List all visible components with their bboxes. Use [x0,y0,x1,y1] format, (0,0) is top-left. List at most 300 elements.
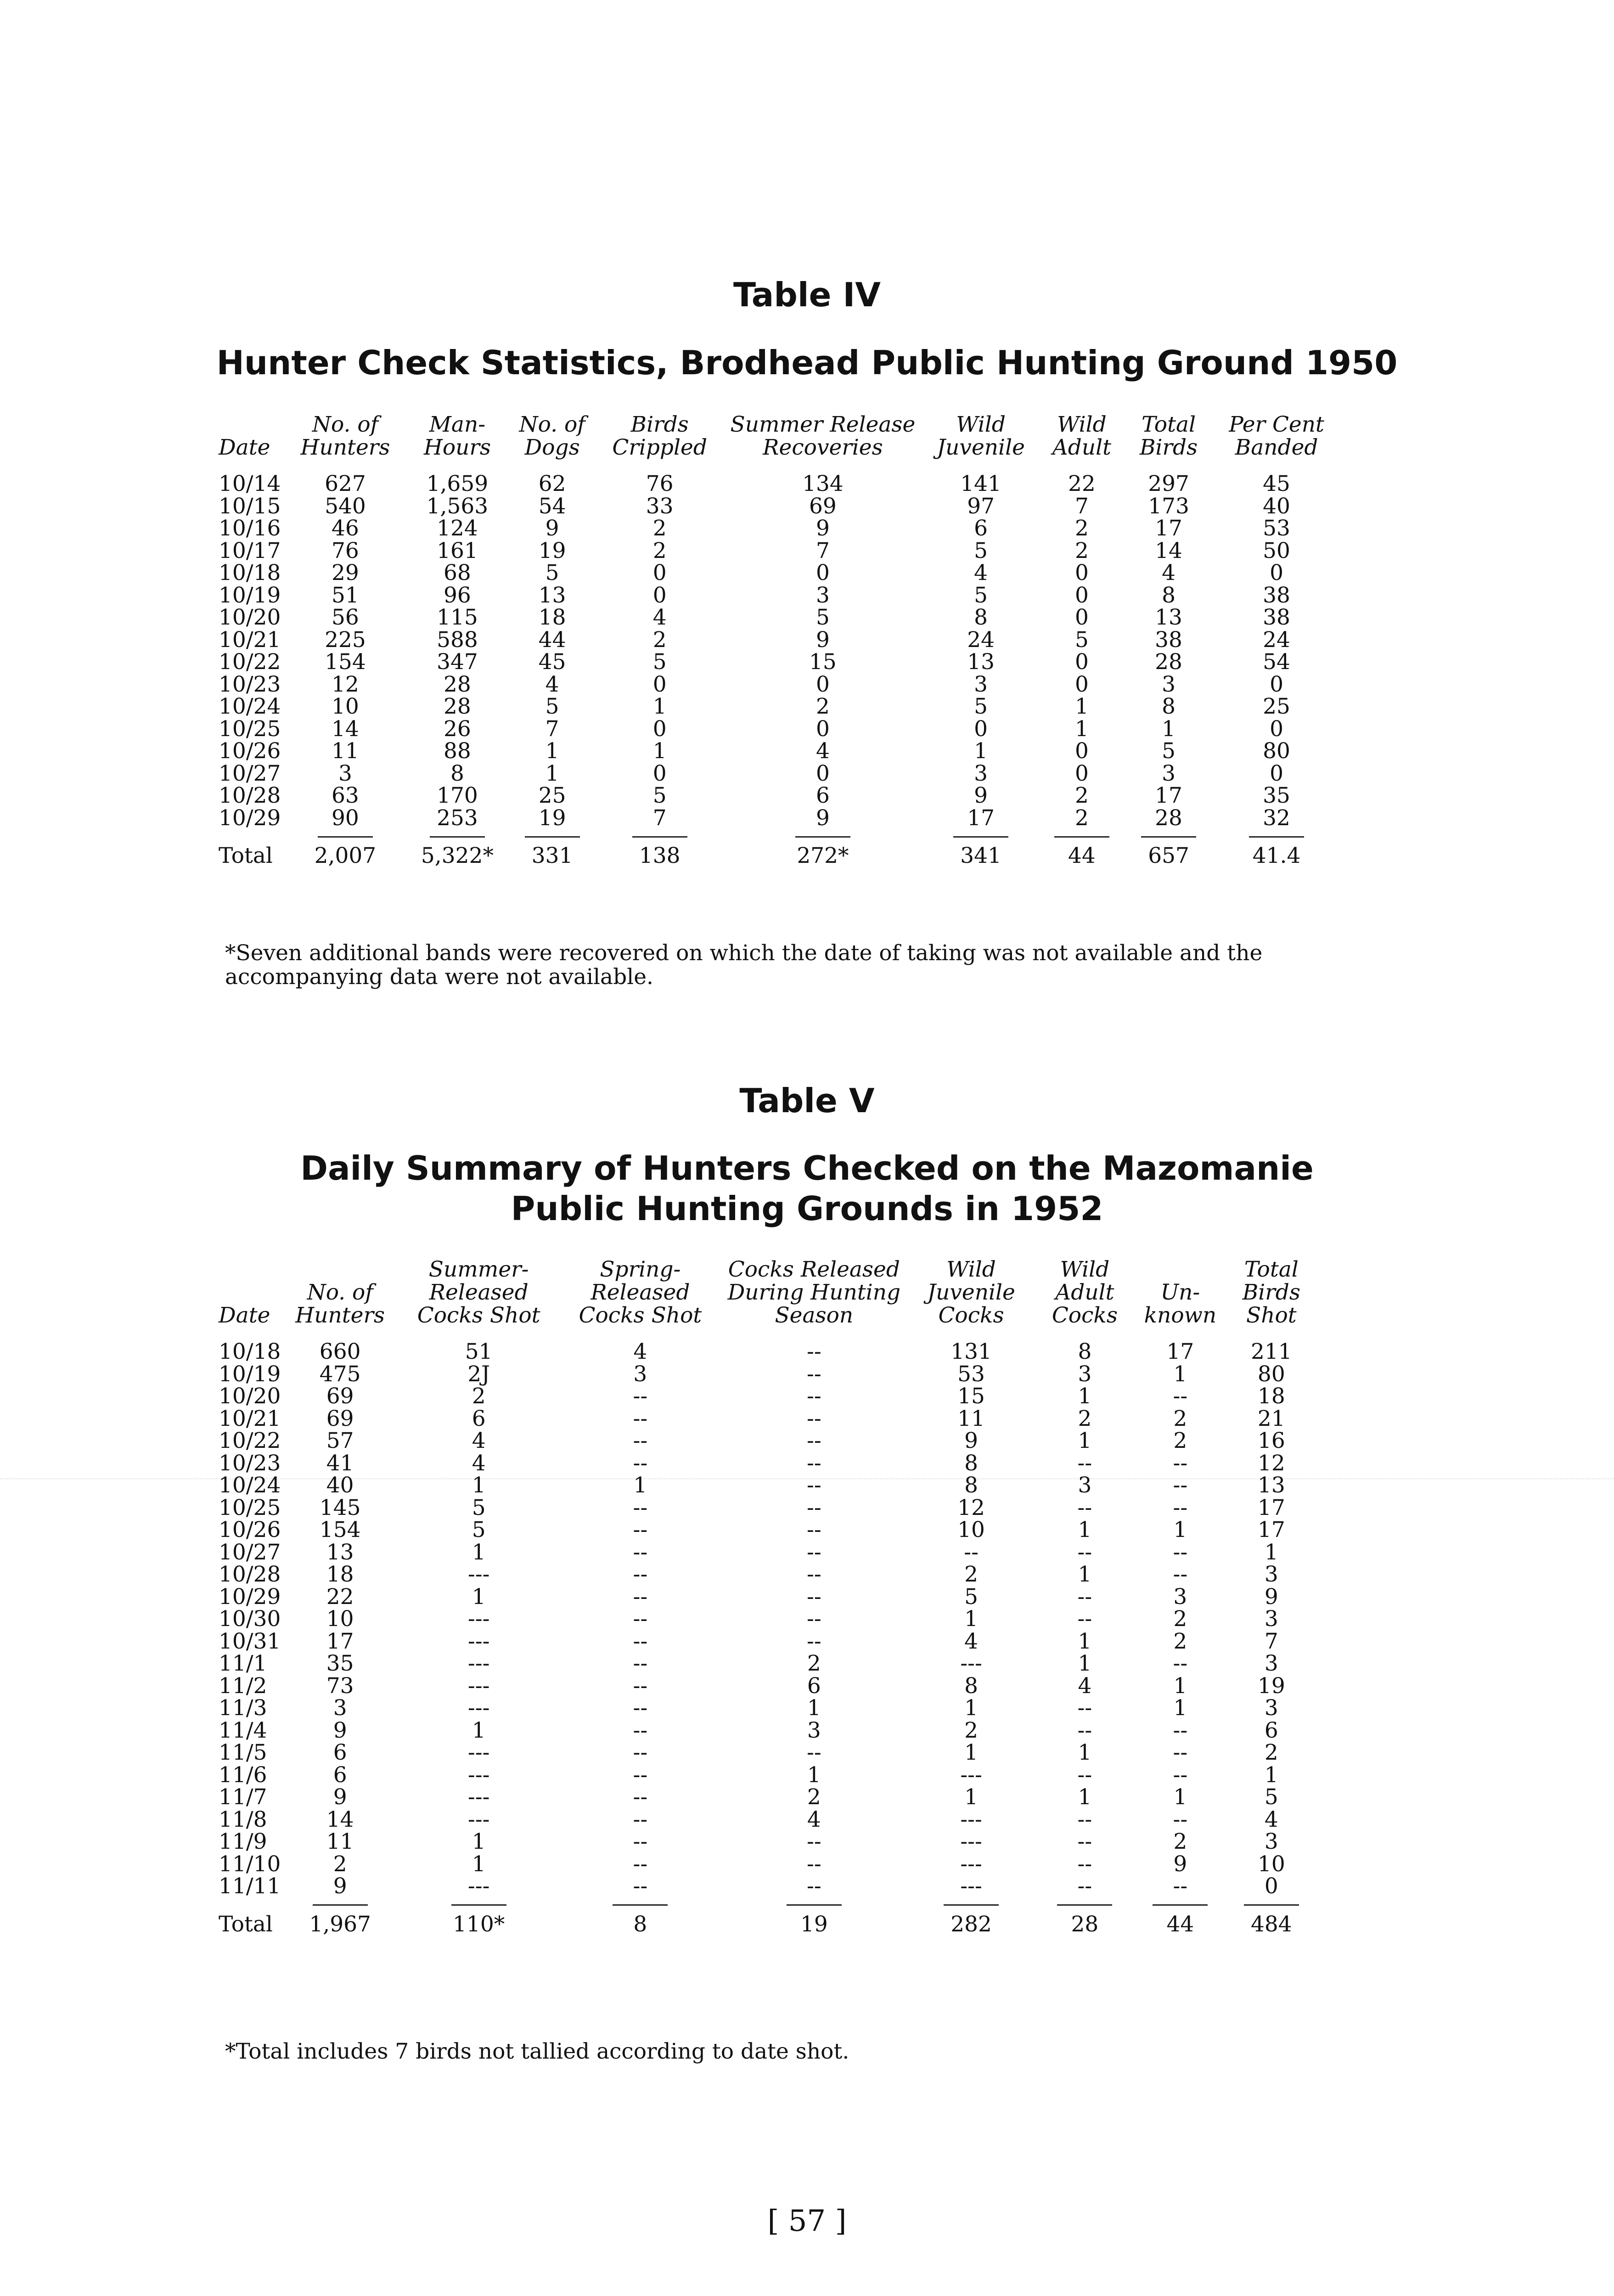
table-cell: 17 [1257,1517,1285,1542]
table-cell: 3 [338,760,352,786]
table-row [216,740,1341,763]
table-row [216,1497,1318,1519]
table-cell: 56 [332,605,359,630]
table-cell: 2 [1173,1606,1187,1632]
table-cell: 10 [957,1517,985,1542]
row-date: 10/29 [219,1584,281,1609]
table-cell: 1 [652,694,667,719]
table-cell: -- [633,1651,648,1676]
row-date: 10/27 [219,760,281,786]
table-cell: 1 [472,1539,486,1565]
table-cell: 9 [974,783,988,808]
row-date: 10/17 [219,538,281,563]
table-cell: -- [633,1428,648,1453]
table-cell: 1 [1074,694,1089,719]
table-cell: 6 [815,783,830,808]
row-date: 10/20 [219,605,281,630]
table-cell: 35 [326,1651,354,1676]
header-wild-juvenile: Wild Juvenile Cocks [927,1257,1015,1328]
total-cell: 28 [1071,1911,1099,1937]
table-row [216,696,1341,718]
table-cell: 9 [333,1717,347,1743]
rule-line [1249,836,1304,838]
table-cell: -- [806,1339,821,1364]
table-v-title: Table V [739,1081,875,1120]
row-date: 11/5 [219,1740,267,1765]
row-date: 10/24 [219,694,281,719]
table-cell: 5 [652,649,667,675]
table-cell: 154 [325,649,366,675]
table-v-header-row [216,1258,1318,1341]
table-cell: 1 [1173,1361,1187,1387]
row-date: 10/18 [219,560,281,585]
table-cell: 40 [1263,493,1290,519]
table-cell: 5 [472,1517,486,1542]
table-cell: 2 [472,1384,486,1409]
rule-line [1054,836,1109,838]
table-cell: 5 [545,560,559,585]
table-row [216,518,1341,540]
table-row [216,1786,1318,1809]
header-cocks-released-during: Cocks Released During Hunting Season [727,1257,901,1328]
table-cell: 4 [633,1339,647,1364]
table-iv-footnote: *Seven additional bands were recovered on which the date of taking was not available and the accompanying data were not available. [225,940,1263,990]
table-cell: 5 [545,694,559,719]
row-date: 10/29 [219,805,281,831]
table-cell: --- [467,1784,490,1810]
table-row [216,763,1341,785]
header-total-birds-shot: Total Birds Shot [1242,1257,1300,1328]
row-date: 11/10 [219,1851,281,1877]
table-cell: -- [633,1829,648,1854]
table-cell: 9 [815,627,830,653]
table-cell: 17 [1155,783,1182,808]
table-cell: 3 [1162,760,1176,786]
table-cell: 0 [652,716,667,742]
table-cell: 2 [1173,1406,1187,1431]
table-cell: 45 [1263,471,1290,496]
table-cell: --- [960,1874,982,1899]
table-v [216,1258,1318,1936]
row-date: 10/25 [219,1495,281,1520]
table-cell: 19 [538,805,566,831]
table-cell: 1 [1078,1428,1092,1453]
table-row [216,1363,1318,1386]
header-man-hours: Man- Hours [423,412,491,460]
table-cell: 57 [326,1428,354,1453]
table-cell: 7 [545,716,559,742]
table-cell: 1 [1173,1517,1187,1542]
total-rule [216,1898,1318,1910]
table-cell: 154 [319,1517,361,1542]
table-cell: 17 [1257,1495,1285,1520]
table-cell: 1 [1173,1784,1187,1810]
row-date: 10/23 [219,671,281,697]
table-row [216,1675,1318,1698]
table-cell: -- [633,1495,648,1520]
table-cell: 68 [444,560,471,585]
table-cell: -- [1077,1717,1092,1743]
header-date: Date [219,1303,270,1328]
rule-line [1141,836,1196,838]
table-cell: --- [467,1673,490,1699]
row-date: 10/28 [219,783,281,808]
total-cell: 2,007 [314,843,377,868]
total-cell: 484 [1250,1911,1292,1937]
table-v-subtitle-line1: Daily Summary of Hunters Checked on the Mazomanie [300,1149,1314,1187]
table-cell: --- [467,1806,490,1832]
table-cell: 1 [472,1851,486,1877]
table-cell: -- [806,1562,821,1587]
table-cell: 22 [1068,471,1096,496]
table-cell: 51 [465,1339,493,1364]
table-cell: 2 [807,1651,821,1676]
table-cell: 21 [1257,1406,1285,1431]
total-cell: 282 [950,1911,992,1937]
table-row [216,1408,1318,1430]
table-cell: 0 [815,671,830,697]
header-hunters: No. of Hunters [300,412,390,460]
table-cell: 7 [652,805,667,831]
table-cell: 0 [652,671,667,697]
table-row [216,540,1341,563]
table-cell: 0 [815,560,830,585]
table-cell: 134 [802,471,844,496]
rule-line [613,1904,668,1906]
table-cell: 12 [957,1495,985,1520]
table-cell: -- [1077,1762,1092,1788]
table-cell: 2 [652,538,667,563]
row-date: 10/23 [219,1450,281,1476]
table-cell: 1 [1078,1384,1092,1409]
table-cell: 38 [1263,605,1290,630]
table-cell: 11 [332,738,359,764]
total-cell: 44 [1068,843,1096,868]
row-date: 11/3 [219,1695,267,1721]
table-cell: 2 [1264,1740,1278,1765]
table-cell: 6 [1264,1717,1278,1743]
table-cell: --- [960,1851,982,1877]
table-cell: -- [633,1851,648,1877]
table-cell: 2 [807,1784,821,1810]
table-cell: 17 [1166,1339,1194,1364]
table-row [216,1653,1318,1675]
table-cell: 1 [964,1695,979,1721]
table-cell: 3 [807,1717,821,1743]
header-summer-release: Summer Release Recoveries [730,412,916,460]
rule-line [1057,1904,1112,1906]
table-cell: 0 [1074,760,1089,786]
table-cell: -- [1077,1874,1092,1899]
table-cell: -- [806,1740,821,1765]
table-cell: 15 [809,649,837,675]
table-cell: 3 [1264,1695,1278,1721]
table-cell: 25 [538,783,566,808]
table-cell: 2 [1074,516,1089,541]
table-cell: 1 [1173,1673,1187,1699]
table-cell: 5 [815,605,830,630]
row-date: 10/19 [219,1361,281,1387]
table-cell: 3 [333,1695,347,1721]
total-cell: 1,967 [309,1911,371,1937]
header-total-birds: Total Birds [1139,412,1198,460]
table-cell: 62 [538,471,566,496]
total-cell: 331 [531,843,573,868]
table-cell: 1 [1162,716,1176,742]
table-cell: 25 [1263,694,1290,719]
table-cell: 0 [1074,605,1089,630]
table-cell: 13 [967,649,995,675]
table-cell: 131 [950,1339,992,1364]
table-cell: 73 [326,1673,354,1699]
table-cell: 588 [437,627,478,653]
table-cell: -- [633,1717,648,1743]
table-row [216,585,1341,607]
table-row [216,1742,1318,1764]
table-cell: 0 [974,716,988,742]
table-cell: -- [806,1628,821,1654]
row-date: 10/27 [219,1539,281,1565]
table-cell: 5 [964,1584,979,1609]
table-cell: 4 [472,1450,486,1476]
table-cell: -- [633,1695,648,1721]
table-cell: 3 [974,760,988,786]
row-date: 11/11 [219,1874,281,1899]
table-cell: 1 [964,1606,979,1632]
total-label: Total [219,843,273,868]
table-row [216,1875,1318,1898]
table-cell: 3 [1264,1562,1278,1587]
table-cell: 5 [1264,1784,1278,1810]
table-cell: 14 [1155,538,1182,563]
row-date: 11/9 [219,1829,267,1854]
table-cell: 1 [1078,1628,1092,1654]
table-cell: 1 [1173,1695,1187,1721]
table-cell: 2 [1078,1406,1092,1431]
table-row [216,1697,1318,1720]
table-cell: 10 [332,694,359,719]
table-cell: 211 [1250,1339,1292,1364]
table-cell: 7 [815,538,830,563]
table-cell: 8 [964,1450,979,1476]
table-cell: 15 [957,1384,985,1409]
table-cell: 141 [960,471,1001,496]
table-cell: -- [806,1406,821,1431]
table-cell: 9 [333,1784,347,1810]
table-row [216,1430,1318,1452]
table-iv-header-row [216,413,1341,473]
table-cell: 13 [326,1539,354,1565]
table-cell: 9 [964,1428,979,1453]
table-cell: 8 [1162,582,1176,608]
table-cell: --- [960,1651,982,1676]
table-cell: --- [467,1740,490,1765]
table-cell: --- [467,1628,490,1654]
table-cell: 253 [437,805,478,831]
table-row [216,1519,1318,1542]
table-cell: 9 [333,1874,347,1899]
table-cell: 0 [815,760,830,786]
table-cell: 3 [1264,1829,1278,1854]
total-row [216,1910,1318,1936]
table-cell: 627 [325,471,366,496]
table-cell: 0 [1270,560,1284,585]
table-cell: 63 [332,783,359,808]
table-cell: 3 [1173,1584,1187,1609]
table-iv [216,413,1341,867]
table-cell: 5 [974,582,988,608]
table-row [216,607,1341,629]
row-date: 10/21 [219,1406,281,1431]
table-cell: 9 [815,805,830,831]
table-cell: 8 [964,1473,979,1498]
table-row [216,473,1341,495]
table-cell: 80 [1263,738,1290,764]
header-unknown: Un- known [1144,1280,1217,1328]
table-cell: 6 [333,1740,347,1765]
total-cell: 272* [797,843,849,868]
table-cell: -- [1077,1539,1092,1565]
table-cell: 17 [326,1628,354,1654]
table-cell: -- [1173,1740,1188,1765]
table-iv-body [216,473,1341,867]
table-cell: 3 [1078,1473,1092,1498]
table-cell: 2 [1173,1428,1187,1453]
rule-line [632,836,687,838]
table-cell: --- [960,1762,982,1788]
table-cell: 3 [1264,1606,1278,1632]
table-cell: --- [467,1606,490,1632]
table-cell: 97 [967,493,995,519]
table-cell: 24 [1263,627,1290,653]
table-row [216,495,1341,518]
table-iv-title: Table IV [733,276,881,314]
table-cell: 26 [444,716,471,742]
table-cell: 19 [1257,1673,1285,1699]
table-cell: 0 [1074,649,1089,675]
table-cell: 1 [472,1717,486,1743]
table-cell: 41 [326,1450,354,1476]
table-cell: --- [960,1806,982,1832]
table-cell: -- [633,1606,648,1632]
table-cell: 18 [1257,1384,1285,1409]
table-cell: -- [1077,1829,1092,1854]
table-cell: 1 [472,1829,486,1854]
table-cell: --- [467,1695,490,1721]
table-cell: -- [806,1450,821,1476]
table-cell: 22 [326,1584,354,1609]
table-cell: 13 [1155,605,1182,630]
table-cell: 0 [1270,716,1284,742]
row-date: 10/21 [219,627,281,653]
table-cell: 5 [652,783,667,808]
table-cell: 3 [815,582,830,608]
table-cell: 161 [437,538,478,563]
table-cell: --- [467,1651,490,1676]
table-cell: 17 [967,805,995,831]
table-cell: 1 [1078,1651,1092,1676]
table-cell: 8 [1078,1339,1092,1364]
table-cell: 4 [964,1628,979,1654]
table-cell: 145 [319,1495,361,1520]
table-cell: 2 [652,516,667,541]
table-cell: 54 [538,493,566,519]
table-row [216,1809,1318,1831]
table-cell: -- [806,1539,821,1565]
table-cell: 2 [652,627,667,653]
table-cell: -- [806,1428,821,1453]
rule-line [944,1904,999,1906]
total-cell: 110* [453,1911,505,1937]
table-cell: -- [1173,1874,1188,1899]
table-cell: 1 [964,1784,979,1810]
header-date: Date [219,435,270,460]
table-cell: 12 [1257,1450,1285,1476]
row-date: 11/2 [219,1673,267,1699]
header-birds-crippled: Birds Crippled [612,412,707,460]
table-cell: 2J [467,1361,490,1387]
row-date: 10/28 [219,1562,281,1587]
table-cell: 11 [957,1406,985,1431]
table-cell: 10 [326,1606,354,1632]
table-cell: 6 [333,1762,347,1788]
table-cell: 44 [538,627,566,653]
table-cell: -- [633,1517,648,1542]
table-cell: 0 [1074,671,1089,697]
header-wild-juvenile: Wild Juvenile [937,412,1025,460]
table-cell: 0 [652,582,667,608]
table-cell: 6 [807,1673,821,1699]
table-cell: --- [467,1562,490,1587]
row-date: 10/18 [219,1339,281,1364]
table-cell: -- [633,1584,648,1609]
table-cell: --- [467,1874,490,1899]
table-row [216,1853,1318,1876]
table-cell: 80 [1257,1361,1285,1387]
row-date: 10/25 [219,716,281,742]
row-date: 10/22 [219,649,281,675]
table-cell: 29 [332,560,359,585]
table-cell: 7 [1074,493,1089,519]
table-row [216,785,1341,807]
table-cell: 1 [1078,1562,1092,1587]
table-cell: 2 [333,1851,347,1877]
table-cell: 3 [1078,1361,1092,1387]
table-cell: 53 [1263,516,1290,541]
table-cell: -- [1077,1695,1092,1721]
table-cell: 1 [807,1695,821,1721]
table-v-footnote: *Total includes 7 birds not tallied according to date shot. [225,2039,849,2064]
table-cell: 540 [325,493,366,519]
table-cell: 38 [1155,627,1182,653]
table-cell: 3 [1162,671,1176,697]
table-cell: 28 [1155,805,1182,831]
rule-line [787,1904,842,1906]
table-cell: 17 [1155,516,1182,541]
table-cell: 38 [1263,582,1290,608]
table-row [216,1586,1318,1609]
table-row [216,674,1341,696]
table-cell: -- [806,1361,821,1387]
table-cell: 69 [809,493,837,519]
table-cell: -- [1173,1384,1188,1409]
table-cell: 1 [1074,716,1089,742]
table-cell: 5 [1074,627,1089,653]
row-date: 10/30 [219,1606,281,1632]
rule-line [795,836,850,838]
table-cell: 1 [652,738,667,764]
table-cell: -- [1077,1450,1092,1476]
